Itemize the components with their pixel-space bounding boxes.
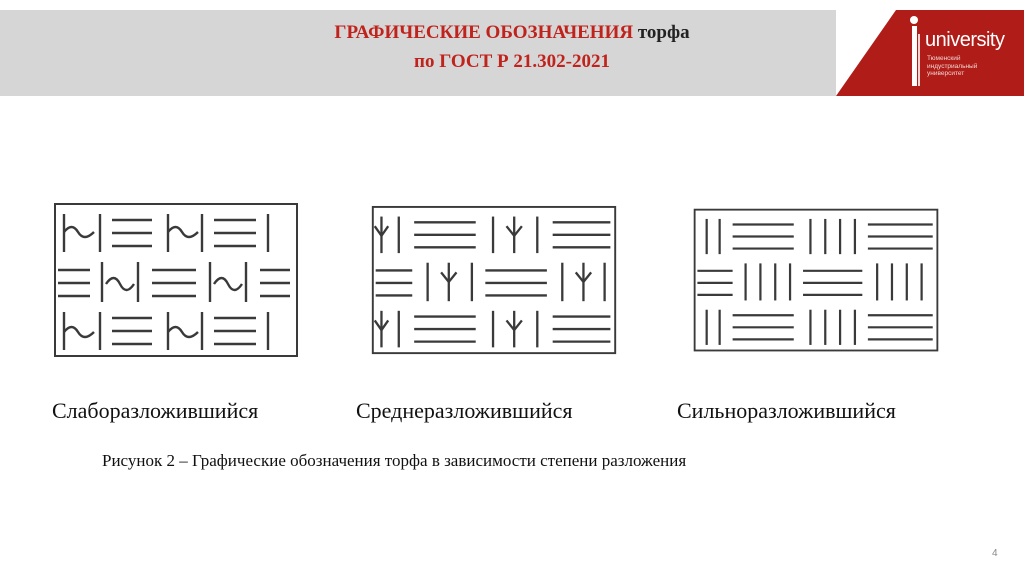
pattern-weakly-decomposed: [50, 200, 302, 362]
caption-weakly: Слаборазложившийся: [52, 398, 259, 423]
pattern-medium-decomposed: [368, 200, 620, 362]
logo-subtitle: Тюменский индустриальный университет: [927, 55, 978, 77]
logo-mark-icon: [905, 14, 1017, 94]
caption-strongly: Сильноразложившийся: [677, 398, 896, 423]
caption-medium: Среднеразложившийся: [356, 398, 573, 423]
title-red: ГРАФИЧЕСКИЕ ОБОЗНАЧЕНИЯ: [334, 22, 634, 43]
title-subtitle: по ГОСТ Р 21.302-2021: [414, 51, 610, 72]
title-dark: торфа: [637, 22, 690, 43]
page-number: 4: [992, 548, 998, 559]
figure-caption: Рисунок 2 – Графические обозначения торфа в зависимости степени разложения: [102, 451, 687, 470]
logo-word: university: [925, 29, 1005, 51]
pattern-strongly-decomposed: [690, 200, 942, 362]
